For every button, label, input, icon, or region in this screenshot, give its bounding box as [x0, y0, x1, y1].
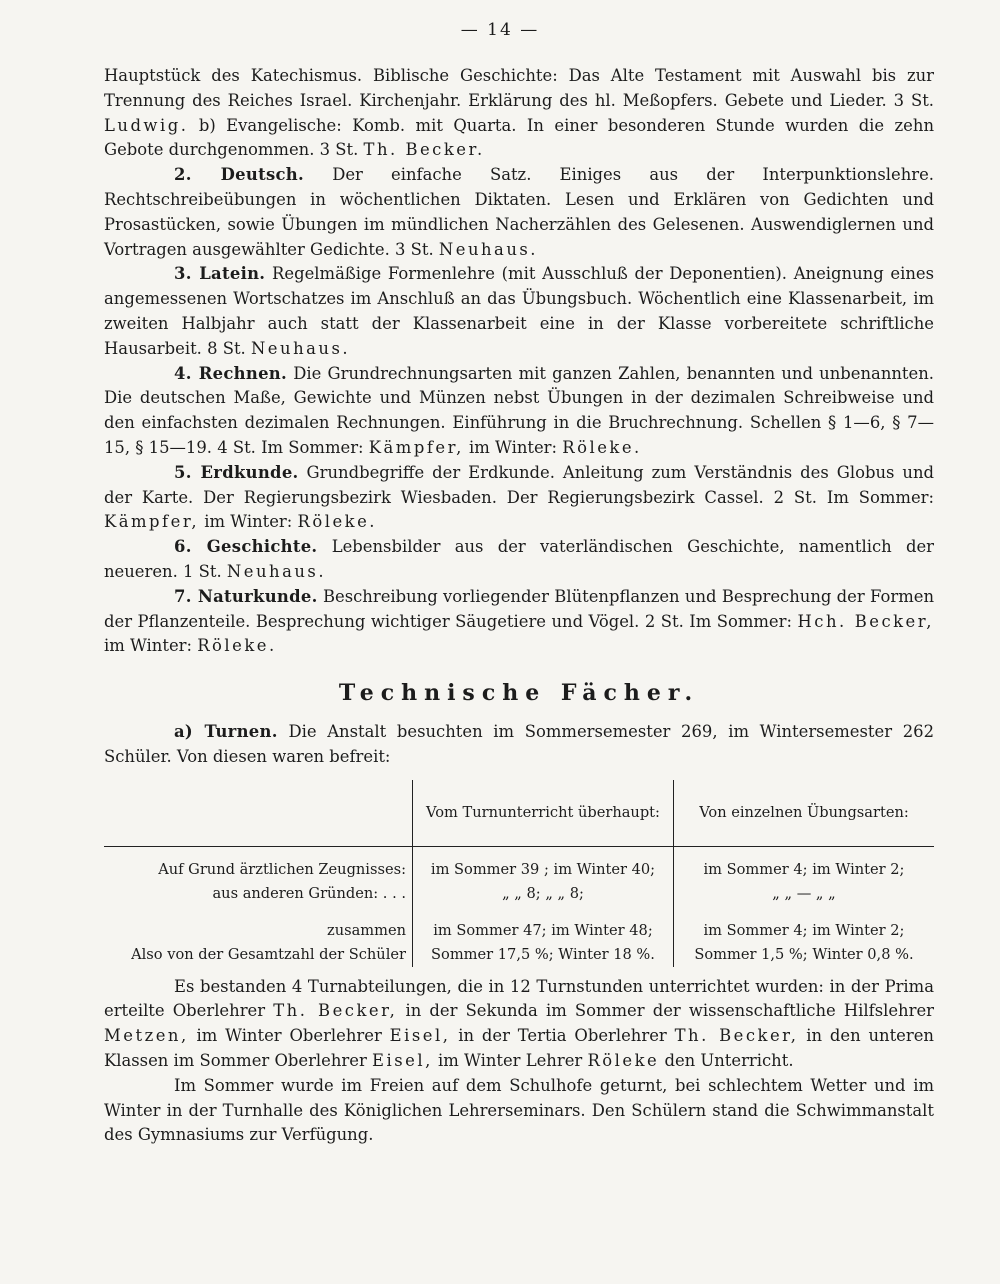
- subject-heading: 5. Erdkunde.: [174, 462, 299, 482]
- subject-heading: 6. Geschichte.: [174, 537, 318, 557]
- teacher-name: Ludwig.: [104, 115, 189, 135]
- table-header-row: [104, 780, 934, 847]
- teacher-name: Röleke: [587, 1050, 660, 1070]
- teacher-name: Neuhaus.: [226, 561, 327, 581]
- table-row: [104, 906, 934, 943]
- cell-partial: im Sommer 4; im Winter 2;: [674, 906, 935, 943]
- table-row: [104, 882, 934, 906]
- subject-heading: 3. Latein.: [174, 264, 266, 284]
- turnen-paragraph: a) Turnen. Die Anstalt besuchten im Sommersemester 269, im Wintersemester 262 Schüler. Von diesen waren befreit:: [104, 721, 935, 766]
- turnen-facilities-paragraph: Im Sommer wurde im Freien auf dem Schulhofe geturnt, bei schlechtem Wetter und im Winter in der Turnhalle des Königlichen Lehrerseminars. Den Schülern stand die Schwimmanstalt des Gymnasiums zur Verfügung.: [104, 1075, 934, 1145]
- teacher-name: Kämpfer,: [368, 437, 464, 457]
- subject-heading: 7. Naturkunde.: [174, 586, 318, 606]
- teacher-name: Röleke.: [562, 437, 642, 457]
- teacher-name: Hch. Becker,: [797, 611, 934, 631]
- row-label: aus anderen Gründen: . . .: [212, 884, 406, 902]
- cell-overall: im Sommer 39 ; im Winter 40;: [413, 846, 674, 882]
- subject-deutsch: 2. Deutsch. Der einfache Satz. Einiges aus der Interpunktionslehre. Rechtschreibeübungen in wöchentlichen Diktaten. Lesen und Erklären von Gedichten und Prosastücken, sowie Übungen im mündlichen Nacherzählen des Gelesenen. Auswendiglernen und Vortragen ausgewählter Gedichte. 3 St. Neuhaus.: [104, 165, 935, 259]
- table-row: [104, 943, 934, 967]
- table-corner: [104, 780, 413, 847]
- table-row: [104, 846, 934, 882]
- subject-heading: 2. Deutsch.: [174, 165, 305, 185]
- teacher-name: Neuhaus.: [250, 338, 351, 358]
- cell-overall: im Sommer 47; im Winter 48;: [413, 906, 674, 943]
- teacher-name: Röleke.: [297, 512, 377, 532]
- row-label: Auf Grund ärztlichen Zeugnisses:: [104, 846, 413, 882]
- subject-heading: 4. Rechnen.: [174, 363, 288, 383]
- page-number: — 14 —: [460, 20, 540, 40]
- teacher-name: Eisel,: [389, 1026, 451, 1046]
- table-header: Vom Turnunterricht überhaupt:: [413, 780, 674, 847]
- row-label: zusammen: [327, 921, 406, 939]
- cell-partial: im Sommer 4; im Winter 2;: [674, 846, 935, 882]
- table-header: Von einzelnen Übungsarten:: [674, 780, 935, 847]
- intro-paragraph: Hauptstück des Katechismus. Biblische Geschichte: Das Alte Testament mit Auswahl bis zur Trennung des Reiches Israel. Kirchenjahr. Erklärung des hl. Meßopfers. Gebete und Lieder. 3 St. Ludwig. b) Evangelische: Komb. mit Quarta. In einer besonderen Stunde wurden die zehn Gebote durchgenommen. 3 St. Th. Becker.: [104, 66, 934, 160]
- cell-overall: „ „ 8; „ „ 8;: [413, 882, 674, 906]
- teacher-name: Th. Becker,: [273, 1001, 398, 1021]
- subject-erdkunde: 5. Erdkunde. Grundbegriffe der Erdkunde. Anleitung zum Verständnis des Globus und der Karte. Der Regierungsbezirk Wiesbaden. Der Regierungsbezirk Cassel. 2 St. Im Sommer: Kämpfer, im Winter: Röleke.: [104, 462, 935, 532]
- teacher-name: Metzen,: [104, 1026, 189, 1046]
- section-title: Technische Fächer.: [338, 680, 700, 707]
- cell-partial: „ „ — „ „: [674, 882, 935, 906]
- turnen-teachers-paragraph: Es bestanden 4 Turnabteilungen, die in 12 Turnstunden unterrichtet wurden: in der Prima erteilte Oberlehrer Th. Becker, in der Sekunda im Sommer der wissenschaftliche Hilfslehrer Metzen, im Winter Oberlehrer Eisel, in der Tertia Oberlehrer Th. Becker, in den unteren Klassen im Sommer Oberlehrer Eisel, im Winter Lehrer Röleke den Unterricht.: [104, 976, 934, 1070]
- cell-overall: Sommer 17,5 %; Winter 18 %.: [413, 943, 674, 967]
- teacher-name: Th. Becker,: [674, 1026, 799, 1046]
- subject-latein: 3. Latein. Regelmäßige Formenlehre (mit Ausschluß der Deponentien). Aneignung eines angemessenen Wortschatzes im Anschluß an das Übungsbuch. Wöchentlich eine Klassenarbeit, im zweiten Halbjahr auch statt der Klassenarbeit eine in der Klasse vorbereitete schriftliche Hausarbeit. 8 St. Neuhaus.: [104, 264, 935, 358]
- subject-rechnen: 4. Rechnen. Die Grundrechnungsarten mit ganzen Zahlen, benannten und unbenannten. Die deutschen Maße, Gewichte und Münzen nebst Übungen in der dezimalen Schreibweise und den einfachsten dezimalen Rechnungen. Einführung in die Bruchrechnung. Schellen § 1—6, § 7—15, § 15—19. 4 St. Im Sommer: Kämpfer, im Winter: Röleke.: [104, 363, 934, 457]
- cell-partial: Sommer 1,5 %; Winter 0,8 %.: [674, 943, 935, 967]
- exemption-table: [104, 780, 934, 967]
- teacher-name: Kämpfer,: [104, 512, 200, 532]
- row-label: Also von der Gesamtzahl der Schüler: [131, 945, 406, 963]
- page-body: [104, 64, 934, 1148]
- subject-heading: a) Turnen.: [174, 721, 278, 741]
- teacher-name: Th. Becker.: [363, 140, 485, 160]
- teacher-name: Neuhaus.: [438, 239, 539, 259]
- teacher-name: Röleke.: [197, 636, 277, 656]
- subject-naturkunde: 7. Naturkunde. Beschreibung vorliegender Blütenpflanzen und Besprechung der Formen der Pflanzenteile. Besprechung wichtiger Säugetiere und Vögel. 2 St. Im Sommer: Hch. Becker, im Winter: Röleke.: [104, 586, 935, 656]
- teacher-name: Eisel,: [372, 1050, 433, 1070]
- subject-geschichte: 6. Geschichte. Lebensbilder aus der vaterländischen Geschichte, namentlich der neueren. 1 St. Neuhaus.: [104, 537, 935, 581]
